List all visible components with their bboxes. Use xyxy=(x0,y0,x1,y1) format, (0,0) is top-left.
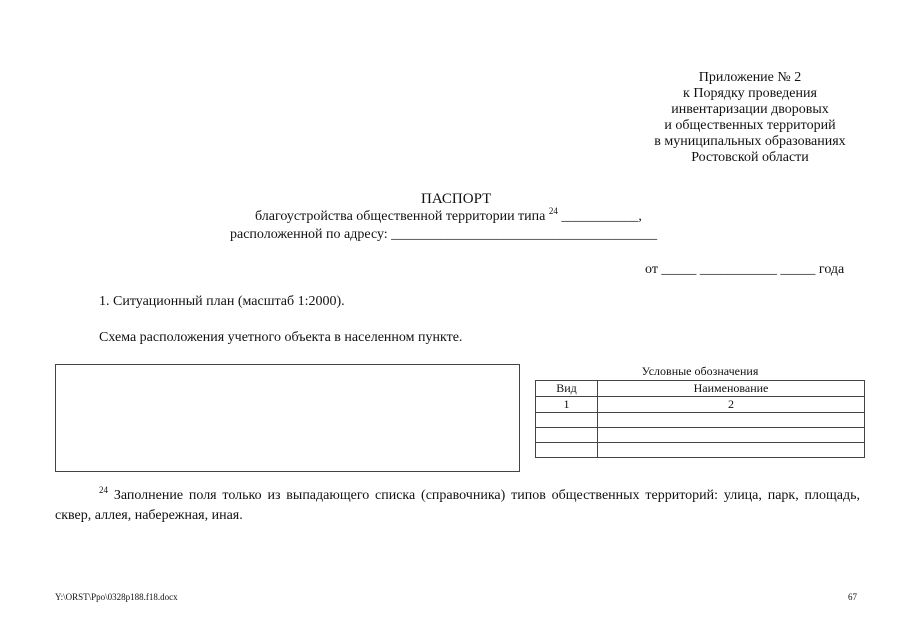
passport-subtitle-text: благоустройства общественной территории типа xyxy=(255,209,546,224)
legend-empty-cell xyxy=(598,413,865,428)
address-line: расположенной по адресу: ______________________________________ xyxy=(230,227,658,242)
footnote-text: Заполнение поля только из выпадающего списка (справочника) типов общественных территорий: улица, парк, площадь, сквер, аллея, набережная, иная. xyxy=(55,488,861,523)
legend-empty-cell xyxy=(536,413,598,428)
appendix-line: Приложение № 2 xyxy=(698,70,802,85)
appendix-header xyxy=(640,70,860,166)
appendix-line: и общественных территорий xyxy=(664,118,836,133)
passport-subtitle xyxy=(255,206,642,225)
footer-page-number: 67 xyxy=(848,592,857,602)
scheme-placeholder-box xyxy=(55,364,520,472)
territory-type-blank: ___________, xyxy=(561,209,642,224)
legend-number-cell: 2 xyxy=(598,397,865,413)
footnote-reference: 24 xyxy=(548,206,558,216)
section-heading: 1. Ситуационный план (масштаб 1:2000). xyxy=(99,294,345,309)
legend-caption: Условные обозначения xyxy=(641,364,759,378)
legend-number-cell: 1 xyxy=(536,397,598,413)
legend-header-row xyxy=(536,381,865,397)
legend-empty-cell xyxy=(536,443,598,458)
legend-header-cell: Вид xyxy=(536,381,598,397)
legend-empty-cell xyxy=(598,443,865,458)
legend-empty-cell xyxy=(598,428,865,443)
passport-title: ПАСПОРТ xyxy=(421,191,492,207)
scheme-caption: Схема расположения учетного объекта в населенном пункте. xyxy=(99,330,463,345)
appendix-line: инвентаризации дворовых xyxy=(671,102,829,117)
legend-empty-cell xyxy=(536,428,598,443)
legend-header-cell: Наименование xyxy=(598,381,865,397)
appendix-line: в муниципальных образованиях xyxy=(654,134,846,149)
footer-file-path: Y:\ORST\Ppo\0328p188.f18.docx xyxy=(55,592,178,602)
appendix-line: Ростовской области xyxy=(691,150,809,165)
date-line: от _____ ___________ _____ года xyxy=(645,262,845,277)
legend-table xyxy=(535,380,865,458)
footnote-marker: 24 xyxy=(99,485,108,495)
footnote xyxy=(55,486,860,526)
legend-empty-row xyxy=(536,413,865,428)
legend-empty-row xyxy=(536,443,865,458)
appendix-line: к Порядку проведения xyxy=(683,86,817,101)
legend-empty-row xyxy=(536,428,865,443)
legend-number-row xyxy=(536,397,865,413)
